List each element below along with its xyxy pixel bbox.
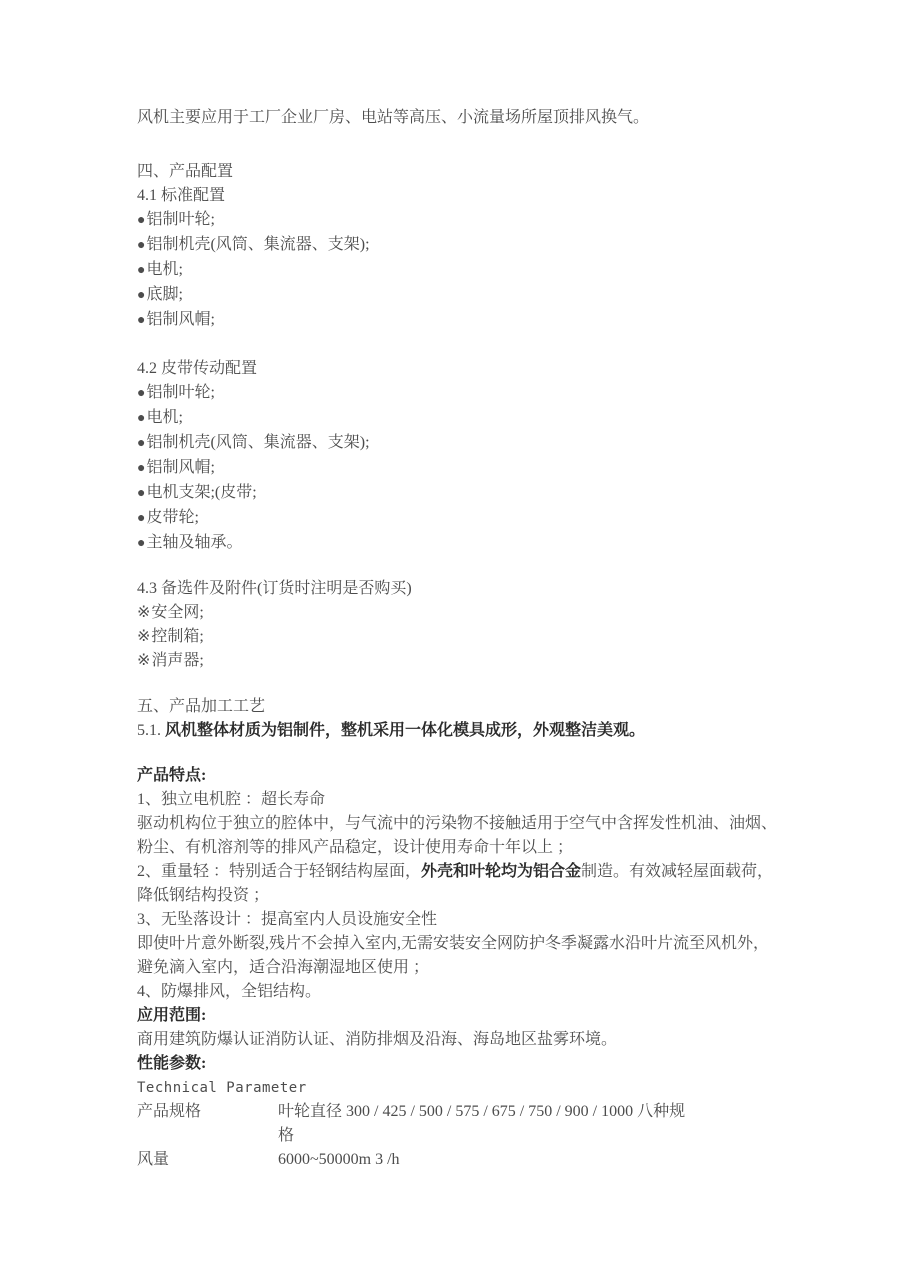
reference-mark-icon: ※ xyxy=(137,604,151,621)
feature2-bold: 外壳和叶轮均为铝合金 xyxy=(421,863,582,880)
bullet-icon: ● xyxy=(137,238,146,253)
config-item xyxy=(137,531,785,556)
feature1-body: 驱动机构位于独立的腔体中，与气流中的污染物不接触适用于空气中含挥发性机油、油烟、 xyxy=(137,815,778,832)
section4 xyxy=(137,160,785,333)
spec-label: 产品规格 xyxy=(137,1103,202,1120)
belt-config-section xyxy=(137,357,785,556)
bullet-icon: ● xyxy=(137,288,146,303)
intro-text: 风机主要应用于工厂企业厂房、电站等高压、小流量场所屋顶排风换气。 xyxy=(137,109,650,126)
section5-item-number: 5.1. xyxy=(137,722,161,739)
config-item-text: 电机支架;(皮带; xyxy=(146,484,257,501)
intro-paragraph xyxy=(137,106,785,130)
config-item-text: 铝制叶轮; xyxy=(146,384,215,401)
performance-heading: 性能参数: xyxy=(137,1055,207,1072)
optional-parts-title: 4.3 备选件及附件(订货时注明是否购买) xyxy=(137,580,412,597)
belt-config-title: 4.2 皮带传动配置 xyxy=(137,360,258,377)
spec-value: 叶轮直径 300 / 425 / 500 / 575 / 675 / 750 / 900 / 1000 八种规格 xyxy=(278,1103,686,1144)
config-item-text: 底脚; xyxy=(146,286,183,303)
application-text: 商用建筑防爆认证消防认证、消防排烟及沿海、海岛地区盐雾环境。 xyxy=(137,1031,618,1048)
optional-item-text: 控制箱; xyxy=(151,628,204,645)
config-item-text: 电机; xyxy=(146,261,183,278)
bullet-icon: ● xyxy=(137,411,146,426)
bullet-icon: ● xyxy=(137,486,146,501)
optional-parts-section xyxy=(137,577,785,673)
optional-item xyxy=(137,649,785,673)
feature3-body: 即使叶片意外断裂,残片不会掉入室内,无需安装安全网防护冬季凝露水沿叶片流至风机外， xyxy=(137,935,770,952)
config-item xyxy=(137,431,785,456)
config-item xyxy=(137,481,785,506)
config-item-text: 电机; xyxy=(146,409,183,426)
spec-row xyxy=(137,1148,785,1172)
reference-mark-icon: ※ xyxy=(137,652,151,669)
bullet-icon: ● xyxy=(137,511,146,526)
config-item xyxy=(137,381,785,406)
config-item xyxy=(137,208,785,233)
feature2-post: 制造。有效减轻屋面载荷， xyxy=(581,863,774,880)
features-heading: 产品特点: xyxy=(137,767,207,784)
feature3-body: 避免滴入室内，适合沿海潮湿地区使用 ； xyxy=(137,959,430,976)
optional-item xyxy=(137,625,785,649)
config-item-text: 主轴及轴承。 xyxy=(146,534,243,551)
feature3-title: 3、无坠落设计 ：提高室内人员设施安全性 xyxy=(137,911,438,928)
config-item xyxy=(137,506,785,531)
config-item-text: 皮带轮; xyxy=(146,509,199,526)
optional-item-text: 消声器; xyxy=(151,652,204,669)
config-item-text: 铝制风帽; xyxy=(146,311,215,328)
bullet-icon: ● xyxy=(137,213,146,228)
reference-mark-icon: ※ xyxy=(137,628,151,645)
feature2-pre: 2、重量轻 ：特别适合于轻钢结构屋面， xyxy=(137,863,422,880)
config-item-text: 铝制风帽; xyxy=(146,459,215,476)
features-section xyxy=(137,764,785,1172)
bullet-icon: ● xyxy=(137,386,146,401)
config-item-text: 铝制机壳(风筒、集流器、支架); xyxy=(146,434,370,451)
spec-value: 6000~50000m 3 /h xyxy=(278,1151,400,1168)
config-item-text: 铝制机壳(风筒、集流器、支架); xyxy=(146,236,370,253)
bullet-icon: ● xyxy=(137,536,146,551)
config-item xyxy=(137,258,785,283)
section4-title: 四、产品配置 xyxy=(137,163,234,180)
bullet-icon: ● xyxy=(137,263,146,278)
config-item xyxy=(137,233,785,258)
bullet-icon: ● xyxy=(137,461,146,476)
config-item xyxy=(137,308,785,333)
bullet-icon: ● xyxy=(137,313,146,328)
bullet-icon: ● xyxy=(137,436,146,451)
application-heading: 应用范围: xyxy=(137,1007,207,1024)
feature2-body: 降低钢结构投资 ； xyxy=(137,887,270,904)
optional-item xyxy=(137,601,785,625)
spec-row xyxy=(137,1100,785,1148)
config-item xyxy=(137,406,785,431)
feature1-body: 粉尘、有机溶剂等的排风产品稳定，设计使用寿命十年以上 ； xyxy=(137,839,574,856)
section5-item-text: 风机整体材质为铝制件，整机采用一体化模具成形，外观整洁美观。 xyxy=(165,722,646,739)
standard-config-title: 4.1 标准配置 xyxy=(137,187,226,204)
feature2-title xyxy=(137,860,785,884)
config-item xyxy=(137,283,785,308)
optional-item-text: 安全网; xyxy=(151,604,204,621)
section5 xyxy=(137,695,785,743)
feature4-title: 4、防爆排风，全铝结构。 xyxy=(137,983,322,1000)
section5-title: 五、产品加工工艺 xyxy=(137,698,266,715)
section5-item xyxy=(137,719,785,743)
config-item xyxy=(137,456,785,481)
technical-parameter-label: Technical Parameter xyxy=(137,1080,307,1096)
config-item-text: 铝制叶轮; xyxy=(146,211,215,228)
feature1-title: 1、独立电机腔 ：超长寿命 xyxy=(137,791,326,808)
spec-label: 风量 xyxy=(137,1151,170,1168)
